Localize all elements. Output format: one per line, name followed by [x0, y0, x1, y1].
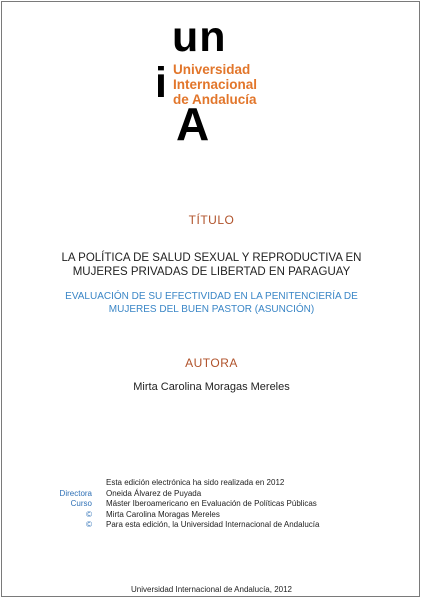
credit-value: Oneida Álvarez de Puyada	[106, 488, 202, 498]
author-name: Mirta Carolina Moragas Mereles	[133, 381, 290, 393]
credit-row	[0, 510, 423, 521]
credit-label: Curso	[70, 499, 92, 508]
main-title	[0, 251, 423, 279]
credit-row	[0, 520, 423, 531]
footer: Universidad Internacional de Andalucía, 2012	[131, 585, 292, 594]
logo-letter-i: i	[155, 59, 167, 107]
credits-block	[0, 478, 423, 531]
university-logo	[0, 0, 423, 160]
credit-value: Para esta edición, la Universidad Internacional de Andalucía	[106, 520, 320, 529]
logo-letter-a: A	[176, 98, 210, 150]
credit-row	[0, 478, 423, 489]
credit-value: Mirta Carolina Moragas Mereles	[106, 509, 220, 519]
titulo-label: TÍTULO	[188, 213, 235, 227]
logo-letters-un: un	[172, 13, 227, 61]
credit-label: ©	[86, 520, 92, 529]
autora-label: AUTORA	[185, 356, 238, 370]
credit-row	[0, 489, 423, 500]
logo-text-line3: de Andalucía	[173, 92, 257, 107]
credit-value: Máster Iberoamericano en Evaluación de Políticas Públicas	[106, 499, 317, 508]
main-title-line1: LA POLÍTICA DE SALUD SEXUAL Y REPRODUCTIVA EN	[61, 252, 362, 264]
subtitle-line1: EVALUACIÓN DE SU EFECTIVIDAD EN LA PENITENCIERÍA DE	[65, 291, 358, 302]
logo-text-line1: Universidad	[173, 62, 251, 77]
main-title-line2: MUJERES PRIVADAS DE LIBERTAD EN PARAGUAY	[72, 266, 351, 278]
credit-row	[0, 499, 423, 510]
logo-text-line2: Internacional	[173, 77, 258, 92]
credit-label: Directora	[59, 488, 92, 498]
subtitle	[0, 290, 423, 316]
credit-label: ©	[86, 509, 92, 519]
subtitle-line2: MUJERES DEL BUEN PASTOR (ASUNCIÓN)	[108, 304, 315, 315]
credit-value: Esta edición electrónica ha sido realizada en 2012	[106, 478, 285, 487]
